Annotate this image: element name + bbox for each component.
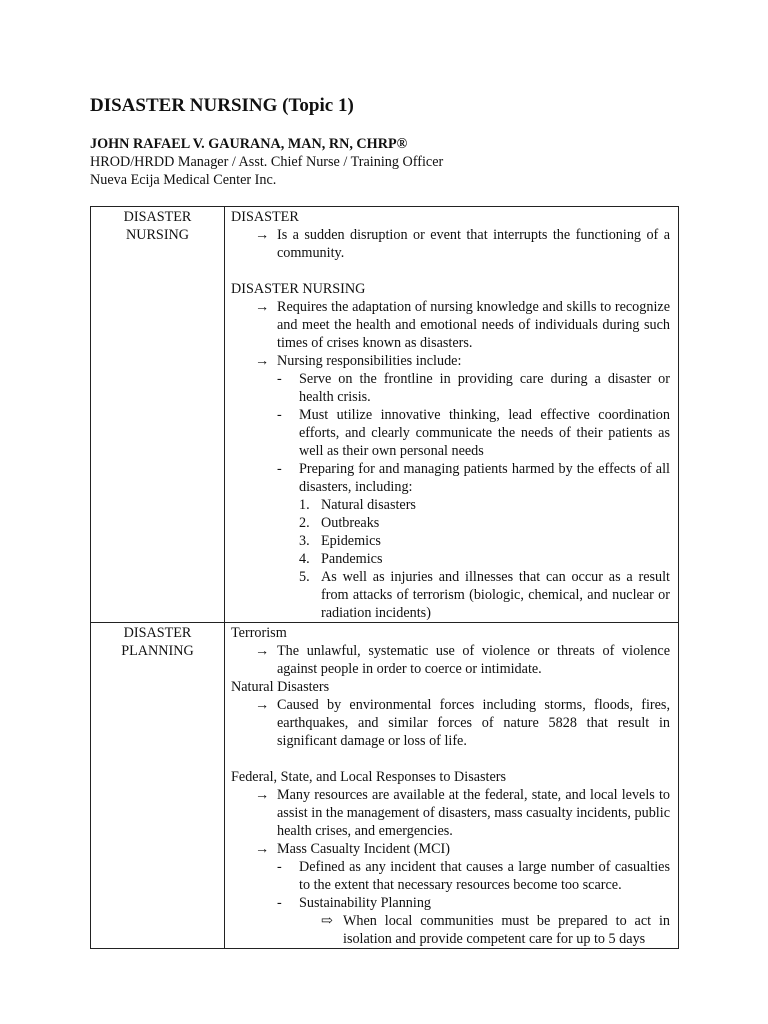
white-arrow-icon: ⇨ [321, 913, 333, 929]
row-content-disaster-nursing [225, 207, 679, 623]
document-title: DISASTER NURSING (Topic 1) [90, 95, 354, 116]
author-block [90, 135, 443, 189]
author-name: JOHN RAFAEL V. GAURANA, MAN, RN, CHRP® [90, 136, 408, 152]
list-item: → The unlawful, systematic use of violence or threats of violence against people in order to coerce or intimidate. [255, 643, 670, 677]
list-item: 2. Outbreaks [299, 515, 380, 531]
dash-marker: - [277, 461, 282, 477]
dash-marker: - [277, 371, 282, 387]
list-item: ⇨ When local communities must be prepared to act in isolation and provide competent care for up to 5 days [321, 913, 670, 947]
arrow-icon: → [255, 841, 270, 857]
list-item: - Preparing for and managing patients harmed by the effects of all disasters, including: [277, 461, 670, 495]
list-item: → Nursing responsibilities include: [255, 353, 462, 369]
list-item: → Caused by environmental forces including storms, floods, fires, earthquakes, and similar forces of nature 5828 that result in significant damage or loss of life. [255, 697, 670, 749]
list-item: → Requires the adaptation of nursing knowledge and skills to recognize and meet the health and emotional needs of individuals during such times of crises known as disasters. [255, 299, 670, 351]
table-row [91, 623, 679, 949]
section-heading: DISASTER NURSING [231, 281, 366, 297]
dash-marker: - [277, 859, 282, 875]
list-item: 5. As well as injuries and illnesses that can occur as a result from attacks of terrorism (biologic, chemical, and nuclear or radiation incidents) [299, 569, 670, 621]
arrow-icon: → [255, 697, 270, 713]
table-row [91, 207, 679, 623]
list-item: → Many resources are available at the federal, state, and local levels to assist in the management of disasters, mass casualty incidents, public health crises, and emergencies. [255, 787, 670, 839]
author-position: HROD/HRDD Manager / Asst. Chief Nurse / Training Officer [90, 154, 444, 170]
list-item: → Is a sudden disruption or event that interrupts the functioning of a community. [255, 227, 670, 261]
list-item: 1. Natural disasters [299, 497, 416, 513]
section-heading: DISASTER [231, 209, 299, 225]
row-label-disaster-planning: DISASTER PLANNING [91, 623, 225, 949]
section-heading: Natural Disasters [231, 679, 330, 695]
arrow-icon: → [255, 643, 270, 659]
arrow-icon: → [255, 353, 270, 369]
arrow-icon: → [255, 227, 270, 243]
row-content-disaster-planning [225, 623, 679, 949]
arrow-icon: → [255, 787, 270, 803]
list-item: - Defined as any incident that causes a large number of casualties to the extent that necessary resources become too scarce. [277, 859, 670, 893]
section-heading: Federal, State, and Local Responses to Disasters [231, 769, 507, 785]
list-item: - Sustainability Planning [277, 895, 432, 911]
section-heading: Terrorism [231, 625, 287, 641]
content-table [90, 206, 679, 949]
list-item: → Mass Casualty Incident (MCI) [255, 841, 450, 857]
list-item: - Must utilize innovative thinking, lead effective coordination efforts, and clearly communicate the needs of their patients as well as their own personal needs [277, 407, 670, 459]
list-item: 4. Pandemics [299, 551, 383, 567]
list-item: - Serve on the frontline in providing care during a disaster or health crisis. [277, 371, 670, 405]
author-organization: Nueva Ecija Medical Center Inc. [90, 172, 277, 188]
row-label-disaster-nursing: DISASTER NURSING [91, 207, 225, 623]
dash-marker: - [277, 407, 282, 423]
dash-marker: - [277, 895, 282, 911]
list-item: 3. Epidemics [299, 533, 381, 549]
arrow-icon: → [255, 299, 270, 315]
